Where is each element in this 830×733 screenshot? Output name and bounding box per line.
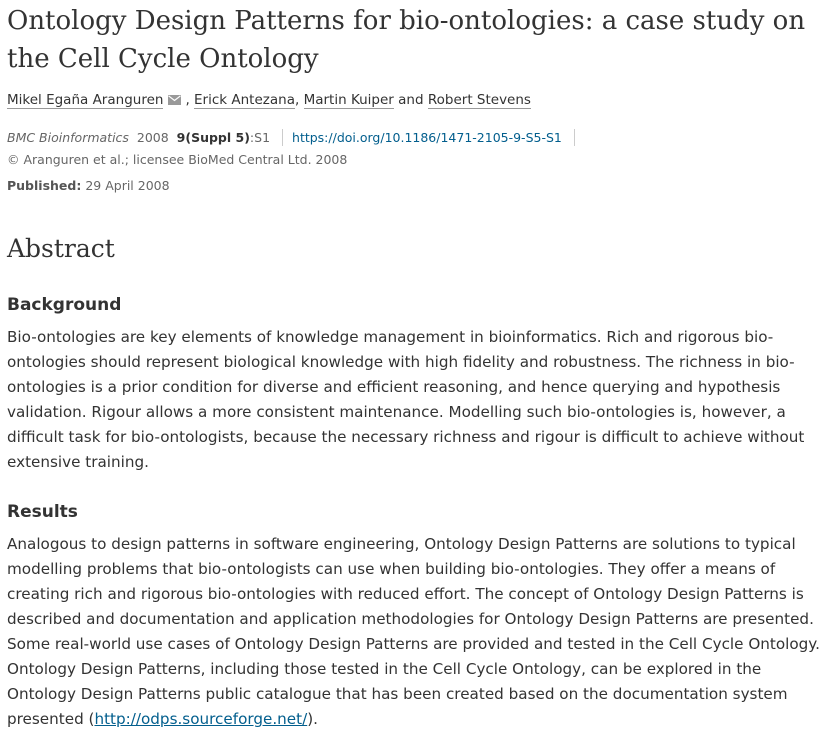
results-heading: Results: [7, 502, 78, 522]
author-link-1[interactable]: Mikel Egaña Aranguren: [7, 92, 164, 108]
citation-line: [7, 127, 584, 149]
journal-name: BMC Bioinformatics: [7, 130, 129, 145]
published-label: Published:: [7, 178, 82, 193]
author-separator: ,: [294, 92, 300, 108]
envelope-icon[interactable]: [168, 90, 181, 112]
results-text-end: ).: [307, 710, 318, 728]
citation-year: 2008: [136, 130, 169, 145]
odps-catalogue-link[interactable]: http://odps.sourceforge.net/: [94, 710, 308, 728]
author-separator: and: [398, 92, 424, 108]
citation-volume: 9(Suppl 5): [176, 130, 250, 145]
abstract-heading: Abstract: [7, 234, 115, 263]
results-paragraph: [7, 532, 823, 732]
author-separator: ,: [185, 92, 190, 108]
background-paragraph: Bio-ontologies are key elements of knowledge management in bioinformatics. Rich and rigorous bio-ontologies should represent biological knowledge with high fidelity and robustness. The richness in bio-ontologies is a prior condition for diverse and efficient reasoning, and hence querying and hypothesis validation. Rigour allows a more consistent maintenance. Modelling such bio-ontologies is, however, a difficult task for bio-ontologists, because the necessary richness and rigour is difficult to achieve without extensive training.: [7, 328, 805, 471]
author-link-2[interactable]: Erick Antezana: [194, 92, 295, 108]
background-heading: Background: [7, 295, 122, 315]
citation-divider: [574, 129, 575, 146]
author-link-3[interactable]: Martin Kuiper: [303, 92, 394, 108]
author-list: [7, 89, 531, 112]
published-line: [7, 175, 170, 197]
license-line: © Aranguren et al.; licensee BioMed Central Ltd. 2008: [7, 152, 348, 167]
published-date: 29 April 2008: [85, 178, 170, 193]
article-title: Ontology Design Patterns for bio-ontologies: a case study on the Cell Cycle Ontology: [7, 6, 806, 74]
results-text: Analogous to design patterns in software engineering, Ontology Design Patterns are solutions to typical modelling problems that bio-ontologists can use when building bio-ontologies. They offer a means of creating rich and rigorous bio-ontologies with reduced effort. The concept of Ontology Design Patterns is described and documentation and application methodologies for Ontology Design Patterns are presented. Some real-world use cases of Ontology Design Patterns are provided and tested in the Cell Cycle Ontology. Ontology Design Patterns, including those tested in the Cell Cycle Ontology, can be explored in the Ontology Design Patterns public catalogue that has been created based on the documentation system presented (: [7, 535, 820, 728]
citation-article-number: :S1: [249, 130, 271, 145]
doi-link[interactable]: https://doi.org/10.1186/1471-2105-9-S5-S1: [292, 130, 562, 145]
author-link-4[interactable]: Robert Stevens: [427, 92, 531, 108]
citation-divider: [282, 129, 283, 146]
